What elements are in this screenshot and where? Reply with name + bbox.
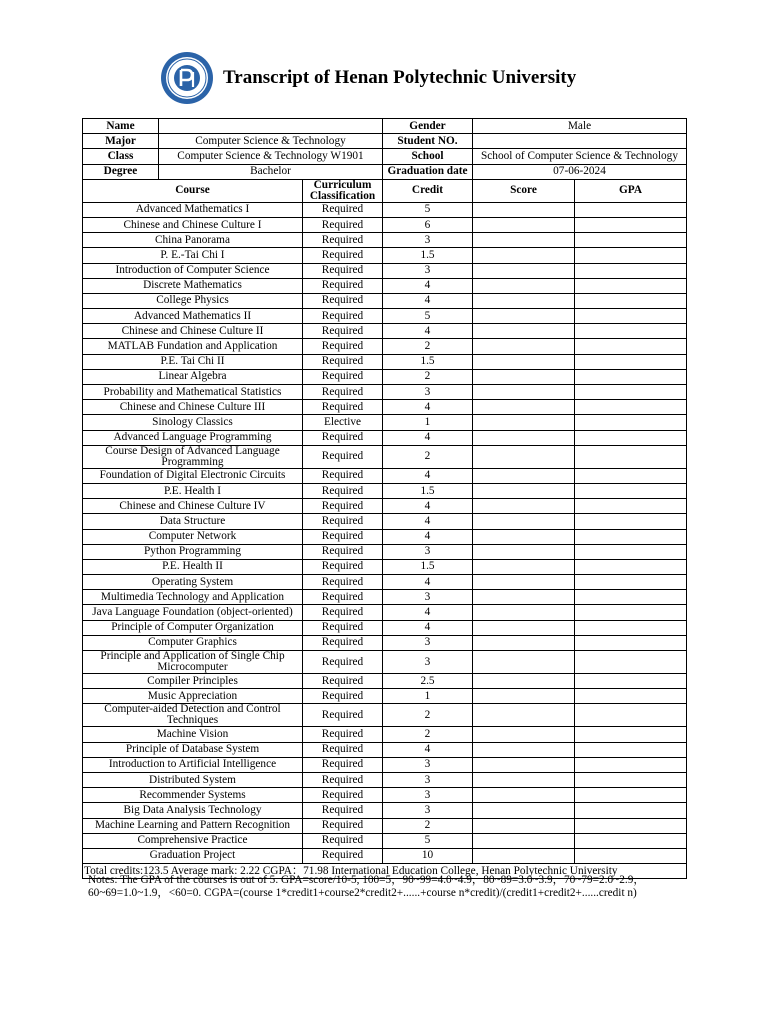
course-credit: 4 bbox=[383, 742, 473, 757]
course-row bbox=[83, 635, 687, 650]
course-row bbox=[83, 369, 687, 384]
course-credit: 4 bbox=[383, 499, 473, 514]
course-name: Computer Graphics bbox=[83, 635, 303, 650]
course-row bbox=[83, 651, 687, 674]
course-gpa bbox=[575, 339, 687, 354]
info-row bbox=[83, 149, 687, 164]
course-score bbox=[473, 529, 575, 544]
course-credit: 4 bbox=[383, 605, 473, 620]
course-credit: 2.5 bbox=[383, 674, 473, 689]
course-row bbox=[83, 575, 687, 590]
course-classification: Required bbox=[303, 620, 383, 635]
course-header: Course bbox=[83, 179, 303, 202]
course-row bbox=[83, 385, 687, 400]
course-classification: Required bbox=[303, 651, 383, 674]
course-row bbox=[83, 400, 687, 415]
course-score bbox=[473, 833, 575, 848]
course-row bbox=[83, 742, 687, 757]
course-credit: 3 bbox=[383, 772, 473, 787]
course-name: P.E. Health I bbox=[83, 483, 303, 498]
course-row bbox=[83, 415, 687, 430]
course-score bbox=[473, 354, 575, 369]
course-gpa bbox=[575, 499, 687, 514]
course-credit: 1.5 bbox=[383, 559, 473, 574]
gender-label: Gender bbox=[383, 119, 473, 134]
course-classification: Required bbox=[303, 483, 383, 498]
course-row bbox=[83, 848, 687, 863]
course-name: P. E.-Tai Chi I bbox=[83, 248, 303, 263]
course-credit: 2 bbox=[383, 704, 473, 727]
course-gpa bbox=[575, 689, 687, 704]
course-classification: Required bbox=[303, 233, 383, 248]
degree-label: Degree bbox=[83, 164, 159, 179]
course-row bbox=[83, 803, 687, 818]
course-gpa bbox=[575, 772, 687, 787]
course-score bbox=[473, 430, 575, 445]
course-score bbox=[473, 674, 575, 689]
course-gpa bbox=[575, 263, 687, 278]
course-row bbox=[83, 354, 687, 369]
course-row bbox=[83, 757, 687, 772]
course-row bbox=[83, 704, 687, 727]
course-row bbox=[83, 468, 687, 483]
course-score bbox=[473, 415, 575, 430]
university-seal-icon bbox=[160, 51, 214, 105]
course-gpa bbox=[575, 217, 687, 232]
info-row bbox=[83, 164, 687, 179]
course-classification: Required bbox=[303, 833, 383, 848]
course-gpa bbox=[575, 514, 687, 529]
course-gpa bbox=[575, 605, 687, 620]
course-score bbox=[473, 788, 575, 803]
course-gpa bbox=[575, 848, 687, 863]
course-row bbox=[83, 293, 687, 308]
course-classification: Required bbox=[303, 727, 383, 742]
course-classification: Required bbox=[303, 468, 383, 483]
course-classification: Required bbox=[303, 339, 383, 354]
course-classification: Required bbox=[303, 445, 383, 468]
course-score bbox=[473, 575, 575, 590]
course-row bbox=[83, 309, 687, 324]
course-credit: 2 bbox=[383, 727, 473, 742]
course-score bbox=[473, 309, 575, 324]
course-classification: Required bbox=[303, 803, 383, 818]
course-gpa bbox=[575, 354, 687, 369]
course-classification: Required bbox=[303, 590, 383, 605]
course-row bbox=[83, 278, 687, 293]
course-name: Sinology Classics bbox=[83, 415, 303, 430]
course-name: Principle and Application of Single Chip Microcomputer bbox=[83, 651, 303, 674]
course-credit: 6 bbox=[383, 217, 473, 232]
course-score bbox=[473, 499, 575, 514]
course-gpa bbox=[575, 704, 687, 727]
course-row bbox=[83, 217, 687, 232]
course-credit: 3 bbox=[383, 233, 473, 248]
course-name: Discrete Mathematics bbox=[83, 278, 303, 293]
name-label: Name bbox=[83, 119, 159, 134]
gender-value: Male bbox=[473, 119, 687, 134]
course-score bbox=[473, 468, 575, 483]
course-classification: Required bbox=[303, 635, 383, 650]
grading-notes: Notes: The GPA of the courses is out of 5. GPA=score/10-5, 100=5，90~99=4.0~4.9，80~89=3.0~3.9，70~79=2.0~2.9，60~69=1.0~1.9，<60=0. CGPA=(course 1*credit1+course2*credit2+......+course n*credit)/(credit1+credit2+......credit n) bbox=[88, 874, 645, 899]
class-value: Computer Science & Technology W1901 bbox=[159, 149, 383, 164]
course-score bbox=[473, 635, 575, 650]
course-name: Compiler Principles bbox=[83, 674, 303, 689]
course-row bbox=[83, 445, 687, 468]
course-name: Computer Network bbox=[83, 529, 303, 544]
gpa-header: GPA bbox=[575, 179, 687, 202]
course-credit: 4 bbox=[383, 620, 473, 635]
course-score bbox=[473, 445, 575, 468]
course-row bbox=[83, 499, 687, 514]
course-classification: Required bbox=[303, 430, 383, 445]
course-credit: 2 bbox=[383, 369, 473, 384]
course-row bbox=[83, 202, 687, 217]
course-classification: Required bbox=[303, 263, 383, 278]
course-classification: Required bbox=[303, 742, 383, 757]
course-name: Computer-aided Detection and Control Techniques bbox=[83, 704, 303, 727]
graduation-date-value: 07-06-2024 bbox=[473, 164, 687, 179]
course-score bbox=[473, 544, 575, 559]
school-value: School of Computer Science & Technology bbox=[473, 149, 687, 164]
course-score bbox=[473, 772, 575, 787]
course-name: Principle of Computer Organization bbox=[83, 620, 303, 635]
course-gpa bbox=[575, 233, 687, 248]
course-gpa bbox=[575, 742, 687, 757]
course-classification: Required bbox=[303, 559, 383, 574]
column-header-row bbox=[83, 179, 687, 202]
course-row bbox=[83, 339, 687, 354]
course-score bbox=[473, 704, 575, 727]
course-gpa bbox=[575, 430, 687, 445]
course-credit: 1 bbox=[383, 415, 473, 430]
course-score bbox=[473, 590, 575, 605]
course-score bbox=[473, 400, 575, 415]
course-credit: 4 bbox=[383, 293, 473, 308]
course-gpa bbox=[575, 575, 687, 590]
transcript-table bbox=[82, 118, 687, 879]
course-classification: Required bbox=[303, 248, 383, 263]
course-name: Operating System bbox=[83, 575, 303, 590]
course-classification: Required bbox=[303, 772, 383, 787]
course-classification: Required bbox=[303, 544, 383, 559]
course-row bbox=[83, 788, 687, 803]
course-gpa bbox=[575, 445, 687, 468]
course-score bbox=[473, 233, 575, 248]
major-value: Computer Science & Technology bbox=[159, 134, 383, 149]
course-gpa bbox=[575, 544, 687, 559]
course-credit: 4 bbox=[383, 529, 473, 544]
course-credit: 3 bbox=[383, 757, 473, 772]
course-score bbox=[473, 689, 575, 704]
course-name: Machine Learning and Pattern Recognition bbox=[83, 818, 303, 833]
course-credit: 3 bbox=[383, 385, 473, 400]
course-score bbox=[473, 293, 575, 308]
course-credit: 5 bbox=[383, 309, 473, 324]
course-classification: Required bbox=[303, 529, 383, 544]
course-credit: 10 bbox=[383, 848, 473, 863]
course-classification: Required bbox=[303, 354, 383, 369]
class-label: Class bbox=[83, 149, 159, 164]
course-score bbox=[473, 514, 575, 529]
course-row bbox=[83, 324, 687, 339]
course-name: College Physics bbox=[83, 293, 303, 308]
totals-summary: Total credits:123.5 Average mark: 2.22 CGPA：71.98 International Education College, Henan Polytechnic University bbox=[83, 864, 687, 879]
course-gpa bbox=[575, 674, 687, 689]
course-row bbox=[83, 483, 687, 498]
course-score bbox=[473, 339, 575, 354]
course-row bbox=[83, 544, 687, 559]
course-name: Distributed System bbox=[83, 772, 303, 787]
course-credit: 3 bbox=[383, 651, 473, 674]
course-gpa bbox=[575, 468, 687, 483]
course-name: Chinese and Chinese Culture I bbox=[83, 217, 303, 232]
course-credit: 2 bbox=[383, 339, 473, 354]
major-label: Major bbox=[83, 134, 159, 149]
course-gpa bbox=[575, 559, 687, 574]
course-gpa bbox=[575, 620, 687, 635]
degree-value: Bachelor bbox=[159, 164, 383, 179]
course-score bbox=[473, 202, 575, 217]
course-credit: 4 bbox=[383, 468, 473, 483]
school-label: School bbox=[383, 149, 473, 164]
course-name: P.E. Tai Chi II bbox=[83, 354, 303, 369]
course-gpa bbox=[575, 309, 687, 324]
course-score bbox=[473, 651, 575, 674]
course-name: Recommender Systems bbox=[83, 788, 303, 803]
course-name: Multimedia Technology and Application bbox=[83, 590, 303, 605]
course-gpa bbox=[575, 757, 687, 772]
course-credit: 3 bbox=[383, 590, 473, 605]
course-classification: Required bbox=[303, 704, 383, 727]
course-gpa bbox=[575, 385, 687, 400]
course-name: Graduation Project bbox=[83, 848, 303, 863]
course-gpa bbox=[575, 590, 687, 605]
course-credit: 3 bbox=[383, 263, 473, 278]
course-credit: 1.5 bbox=[383, 248, 473, 263]
course-row bbox=[83, 559, 687, 574]
course-classification: Required bbox=[303, 400, 383, 415]
course-score bbox=[473, 248, 575, 263]
course-classification: Required bbox=[303, 605, 383, 620]
course-credit: 5 bbox=[383, 202, 473, 217]
name-value bbox=[159, 119, 383, 134]
course-classification: Required bbox=[303, 674, 383, 689]
course-name: China Panorama bbox=[83, 233, 303, 248]
course-name: Comprehensive Practice bbox=[83, 833, 303, 848]
course-score bbox=[473, 848, 575, 863]
course-credit: 3 bbox=[383, 544, 473, 559]
course-classification: Required bbox=[303, 514, 383, 529]
course-gpa bbox=[575, 400, 687, 415]
course-name: Introduction of Computer Science bbox=[83, 263, 303, 278]
course-classification: Required bbox=[303, 278, 383, 293]
course-classification: Required bbox=[303, 309, 383, 324]
course-row bbox=[83, 772, 687, 787]
course-name: Probability and Mathematical Statistics bbox=[83, 385, 303, 400]
course-classification: Required bbox=[303, 202, 383, 217]
course-gpa bbox=[575, 415, 687, 430]
student-no-value bbox=[473, 134, 687, 149]
course-gpa bbox=[575, 369, 687, 384]
course-name: Foundation of Digital Electronic Circuits bbox=[83, 468, 303, 483]
course-gpa bbox=[575, 324, 687, 339]
course-row bbox=[83, 674, 687, 689]
course-score bbox=[473, 263, 575, 278]
course-gpa bbox=[575, 818, 687, 833]
course-gpa bbox=[575, 651, 687, 674]
student-no-label: Student NO. bbox=[383, 134, 473, 149]
course-row bbox=[83, 605, 687, 620]
score-header: Score bbox=[473, 179, 575, 202]
course-score bbox=[473, 385, 575, 400]
course-name: Data Structure bbox=[83, 514, 303, 529]
course-name: Linear Algebra bbox=[83, 369, 303, 384]
course-credit: 4 bbox=[383, 400, 473, 415]
course-gpa bbox=[575, 727, 687, 742]
course-classification: Elective bbox=[303, 415, 383, 430]
course-name: Advanced Language Programming bbox=[83, 430, 303, 445]
course-credit: 1.5 bbox=[383, 483, 473, 498]
page-title: Transcript of Henan Polytechnic University bbox=[223, 67, 577, 88]
course-row bbox=[83, 233, 687, 248]
course-classification: Required bbox=[303, 848, 383, 863]
course-credit: 4 bbox=[383, 278, 473, 293]
course-score bbox=[473, 742, 575, 757]
course-score bbox=[473, 324, 575, 339]
course-row bbox=[83, 620, 687, 635]
course-name: Chinese and Chinese Culture III bbox=[83, 400, 303, 415]
course-row bbox=[83, 590, 687, 605]
course-name: Chinese and Chinese Culture II bbox=[83, 324, 303, 339]
course-name: MATLAB Fundation and Application bbox=[83, 339, 303, 354]
course-row bbox=[83, 529, 687, 544]
course-score bbox=[473, 818, 575, 833]
course-row bbox=[83, 833, 687, 848]
course-gpa bbox=[575, 248, 687, 263]
info-row bbox=[83, 134, 687, 149]
course-row bbox=[83, 430, 687, 445]
course-gpa bbox=[575, 529, 687, 544]
course-classification: Required bbox=[303, 217, 383, 232]
course-name: P.E. Health II bbox=[83, 559, 303, 574]
header bbox=[160, 50, 576, 106]
course-name: Chinese and Chinese Culture IV bbox=[83, 499, 303, 514]
course-credit: 4 bbox=[383, 575, 473, 590]
course-score bbox=[473, 483, 575, 498]
course-row bbox=[83, 689, 687, 704]
course-classification: Required bbox=[303, 385, 383, 400]
course-credit: 1 bbox=[383, 689, 473, 704]
course-credit: 2 bbox=[383, 818, 473, 833]
course-name: Python Programming bbox=[83, 544, 303, 559]
course-classification: Required bbox=[303, 818, 383, 833]
course-score bbox=[473, 217, 575, 232]
course-credit: 3 bbox=[383, 635, 473, 650]
course-name: Machine Vision bbox=[83, 727, 303, 742]
course-name: Java Language Foundation (object-oriented) bbox=[83, 605, 303, 620]
course-score bbox=[473, 559, 575, 574]
credit-header: Credit bbox=[383, 179, 473, 202]
course-row bbox=[83, 248, 687, 263]
course-score bbox=[473, 278, 575, 293]
course-classification: Required bbox=[303, 293, 383, 308]
course-score bbox=[473, 369, 575, 384]
course-gpa bbox=[575, 833, 687, 848]
course-credit: 3 bbox=[383, 803, 473, 818]
course-name: Advanced Mathematics I bbox=[83, 202, 303, 217]
graduation-date-label: Graduation date bbox=[383, 164, 473, 179]
course-credit: 4 bbox=[383, 430, 473, 445]
course-gpa bbox=[575, 635, 687, 650]
course-row bbox=[83, 727, 687, 742]
course-classification: Required bbox=[303, 689, 383, 704]
course-classification: Required bbox=[303, 788, 383, 803]
course-score bbox=[473, 803, 575, 818]
course-name: Introduction to Artificial Intelligence bbox=[83, 757, 303, 772]
course-credit: 4 bbox=[383, 514, 473, 529]
course-credit: 2 bbox=[383, 445, 473, 468]
course-name: Advanced Mathematics II bbox=[83, 309, 303, 324]
classification-header: Curriculum Classification bbox=[303, 179, 383, 202]
course-gpa bbox=[575, 483, 687, 498]
course-classification: Required bbox=[303, 499, 383, 514]
course-classification: Required bbox=[303, 575, 383, 590]
course-name: Big Data Analysis Technology bbox=[83, 803, 303, 818]
course-credit: 1.5 bbox=[383, 354, 473, 369]
course-name: Music Appreciation bbox=[83, 689, 303, 704]
course-credit: 3 bbox=[383, 788, 473, 803]
course-credit: 5 bbox=[383, 833, 473, 848]
course-credit: 4 bbox=[383, 324, 473, 339]
course-classification: Required bbox=[303, 369, 383, 384]
course-gpa bbox=[575, 803, 687, 818]
course-score bbox=[473, 605, 575, 620]
course-gpa bbox=[575, 202, 687, 217]
course-name: Course Design of Advanced Language Programming bbox=[83, 445, 303, 468]
info-row bbox=[83, 119, 687, 134]
course-classification: Required bbox=[303, 757, 383, 772]
course-row bbox=[83, 818, 687, 833]
course-classification: Required bbox=[303, 324, 383, 339]
course-score bbox=[473, 727, 575, 742]
course-gpa bbox=[575, 293, 687, 308]
course-gpa bbox=[575, 278, 687, 293]
course-row bbox=[83, 263, 687, 278]
course-score bbox=[473, 757, 575, 772]
course-name: Principle of Database System bbox=[83, 742, 303, 757]
course-row bbox=[83, 514, 687, 529]
course-score bbox=[473, 620, 575, 635]
course-gpa bbox=[575, 788, 687, 803]
